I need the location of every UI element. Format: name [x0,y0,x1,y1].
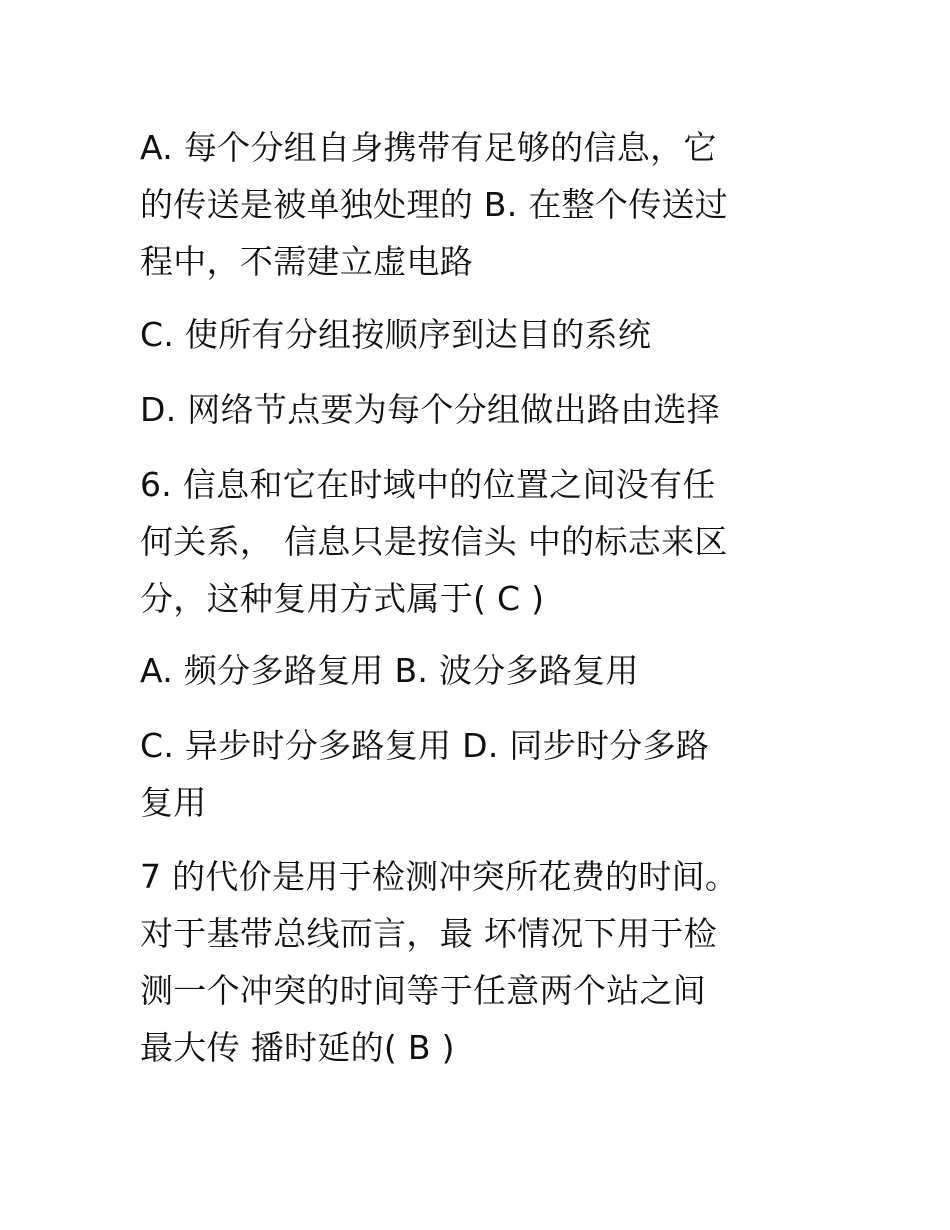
text-line: 何关系， 信息只是按信头 中的标志来区 [140,522,728,561]
text-line: A. 频分多路复用 B. 波分多路复用 [140,651,639,690]
option-c-paragraph [140,306,810,363]
option-d-paragraph [140,381,810,438]
text-line: 分，这种复用方式属于( C ) [140,579,545,618]
text-line: A. 每个分组自身携带有足够的信息，它 [140,128,717,167]
text-line: 7 的代价是用于检测冲突所花费的时间。 [140,857,739,896]
text-line: 对于基带总线而言，最 坏情况下用于检 [140,914,717,953]
text-line: C. 使所有分组按顺序到达目的系统 [140,315,652,354]
text-line: 最大传 播时延的( B ) [140,1028,455,1067]
question-7-paragraph [140,848,810,1076]
text-line: 的传送是被单独处理的 B. 在整个传送过 [140,185,729,224]
question-6-paragraph [140,456,810,627]
text-line: C. 异步时分多路复用 D. 同步时分多路 [140,726,710,765]
text-line: 程中，不需建立虚电路 [140,242,473,281]
text-line: D. 网络节点要为每个分组做出路由选择 [140,390,721,429]
text-line: 测一个冲突的时间等于任意两个站之间 [140,971,707,1010]
text-line: 复用 [140,783,207,822]
question-6-options-cd [140,717,810,831]
option-a-paragraph [140,119,810,290]
text-line: 6. 信息和它在时域中的位置之间没有任 [140,465,716,504]
question-6-options-ab [140,642,810,699]
